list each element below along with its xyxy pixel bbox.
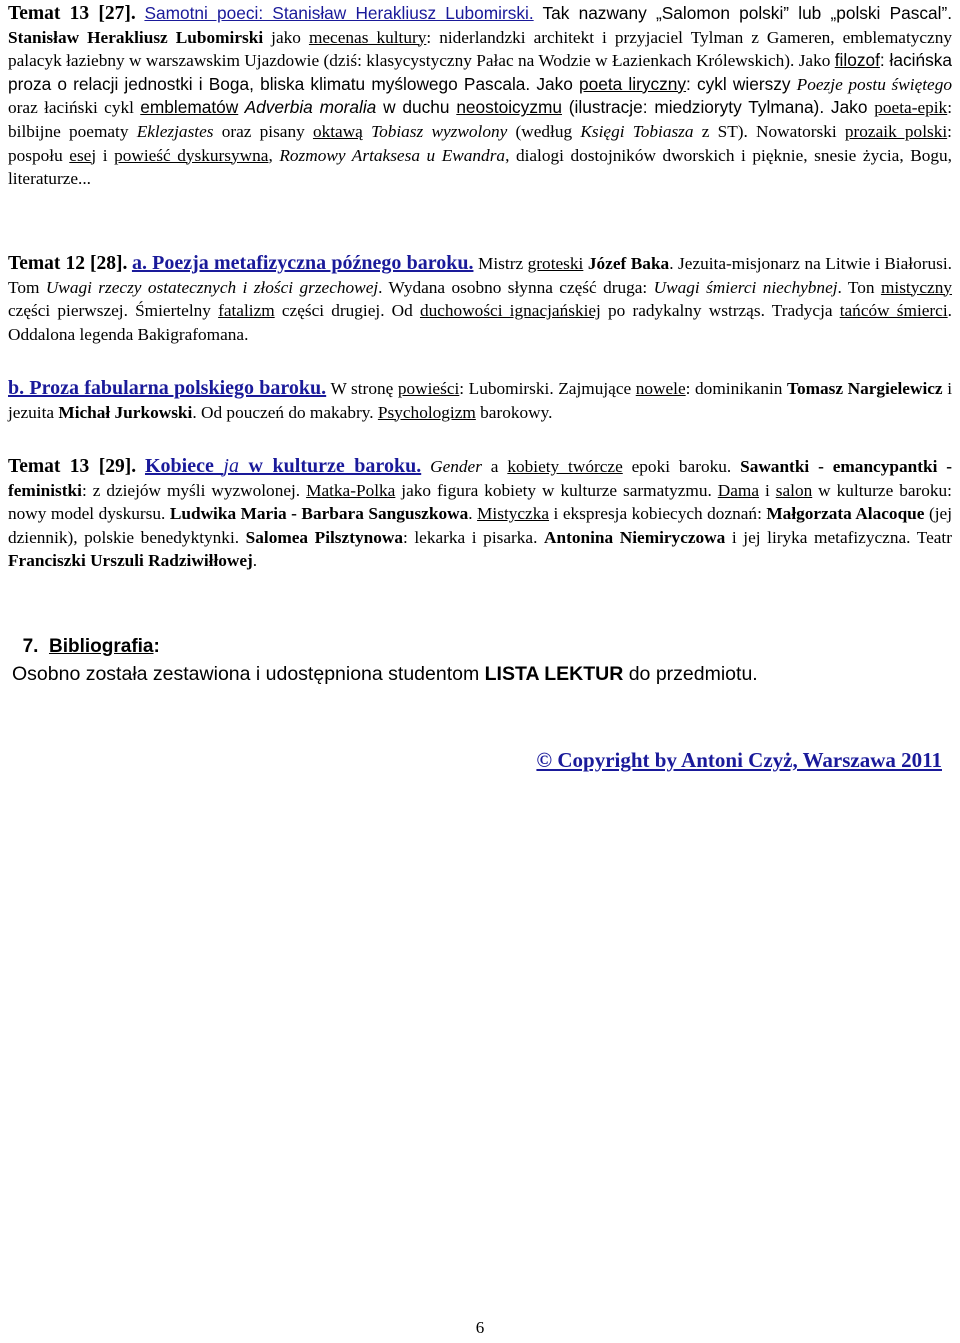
- bibliography-heading: 7. Bibliografia:: [22, 636, 160, 657]
- link-poeta-epik[interactable]: poeta-epik: [874, 98, 948, 118]
- link-kobiety-tworcze[interactable]: kobiety twórcze: [507, 457, 623, 476]
- topic-a-title-link[interactable]: a. Poezja metafizyczna późnego baroku.: [131, 252, 474, 274]
- topic-28b-paragraph: b. Proza fabularna polskiego baroku. W stronę powieści: Lubomirski. Zajmujące nowele: dominikanin Tomasz Nargielewicz i jezuita Michał Jurkowski. Od pouczeń do makabry. Psychologizm barokowy.: [8, 377, 952, 422]
- link-powiesc-dyskursywna[interactable]: powieść dyskursywna: [114, 145, 269, 165]
- work-title: Poezje postu świętego: [796, 74, 953, 94]
- link-neostoicyzmu[interactable]: neostoicyzmu: [456, 97, 562, 118]
- work-title: Księgi Tobiasza: [580, 121, 694, 141]
- work-title: Uwagi śmierci niechybnej: [653, 277, 838, 297]
- link-fatalizm[interactable]: fatalizm: [218, 301, 275, 321]
- link-mistyczny[interactable]: mistyczny: [880, 277, 952, 297]
- link-prozaik-polski[interactable]: prozaik polski: [844, 121, 948, 141]
- link-oktawa[interactable]: oktawą: [312, 121, 363, 141]
- work-title: Adverbia moralia: [244, 97, 377, 118]
- link-groteski[interactable]: groteski: [527, 254, 584, 273]
- link-dama[interactable]: Dama: [717, 480, 760, 500]
- topic-b-title-link[interactable]: b. Proza fabularna polskiego baroku.: [8, 377, 327, 399]
- topic-28-paragraph: Temat 12 [28]. a. Poezja metafizyczna późnego baroku. Mistrz groteski Józef Baka. Jezuita-misjonarz na Litwie i Białorusi. Tom Uwagi rzeczy ostatecznych i złości grzechowej. Wydana osobno słynna część druga: Uwagi śmierci niechybnej. Ton mistyczny części pierwszej. Śmiertelny fatalizm części drugiej. Od duchowości ignacjańskiej po radykalny wstrząs. Tradycja tańców śmierci. Oddalona legenda Bakigrafomana.: [8, 252, 952, 344]
- bold-phrase: Sawantki - emancypantki - feministki: [8, 457, 953, 500]
- topic-29-paragraph: Temat 13 [29]. Kobiece ja w kulturze baroku. Gender a kobiety twórcze epoki baroku. Sawantki - emancypantki - feministki: z dziejów myśli wyzwolonej. Matka-Polka jako figura kobiety w kulturze sarmatyzmu. Dama i salon w kulturze baroku: nowy model dyskursu. Ludwika Maria - Barbara Sanguszkowa. Mistyczka i ekspresja kobiecych doznań: Małgorzata Alacoque (jej dziennik), polskie benedyktynki. Salomea Pilsztynowa: lekarka i pisarka. Antonina Niemiryczowa i jej liryka metafizyczna. Teatr Franciszki Urszuli Radziwiłłowej.: [8, 455, 953, 571]
- person-name: Antonina Niemiryczowa: [544, 527, 726, 547]
- link-mecenas[interactable]: mecenas kultury: [308, 27, 427, 47]
- topic-label: Temat 13 [29].: [8, 456, 137, 477]
- link-salon[interactable]: salon: [775, 480, 813, 500]
- topic-title-link[interactable]: Kobiece ja w kulturze baroku.: [144, 455, 422, 477]
- link-matka-polka[interactable]: Matka-Polka: [306, 480, 396, 500]
- person-name: Tomasz Nargielewicz: [787, 379, 943, 398]
- page-number: 6: [475, 1318, 485, 1337]
- work-title: Eklezjastes: [136, 121, 214, 141]
- person-name: Ludwika Maria - Barbara Sanguszkowa: [169, 504, 469, 524]
- copyright-link[interactable]: © Copyright by Antoni Czyż, Warszawa 2011: [536, 748, 942, 772]
- person-name: Stanisław Herakliusz Lubomirski: [8, 27, 264, 47]
- person-name: Józef Baka: [587, 254, 670, 273]
- link-filozof[interactable]: filozof: [834, 50, 880, 71]
- topic-label: Temat 12 [28].: [8, 253, 128, 274]
- work-title: Uwagi rzeczy ostatecznych i złości grzechowej: [45, 277, 379, 297]
- work-title: Rozmowy Artaksesa u Ewandra: [279, 145, 506, 165]
- person-name: Salomea Pilsztynowa: [245, 527, 403, 547]
- link-emblematow[interactable]: emblematów: [140, 97, 239, 118]
- link-esej[interactable]: esej: [69, 145, 97, 165]
- person-name: Małgorzata Alacoque: [766, 504, 925, 524]
- bibliography-section: [12, 634, 758, 688]
- link-duchowosci[interactable]: duchowości ignacjańskiej: [419, 301, 601, 321]
- bibliography-note: Osobno została zestawiona i udostępniona studentom LISTA LEKTUR do przedmiotu.: [12, 663, 758, 685]
- topic-27-paragraph: Temat 13 [27]. Samotni poeci: Stanisław Herakliusz Lubomirski. Tak nazwany „Salomon polski” lub „polski Pascal”. Stanisław Herakliusz Lubomirski jako mecenas kultury: niderlandzki architekt i przyjaciel Tylman z Gameren, emblematyczny palacyk łaziebny w warszawskim Ujazdowie (dziś: klasycystyczny Pałac na Wodzie w Łazienkach Królewskich). Jako filozof: łacińska proza o relacji jednostki i Boga, bliska klimatu myślowego Pascala. Jako poeta liryczny: cykl wierszy Poezje postu świętego oraz łaciński cykl emblematów Adverbia moralia w duchu neostoicyzmu (ilustracje: miedzioryty Tylmana). Jako poeta-epik: bilbijne poematy Eklezjastes oraz pisany oktawą Tobiasz wyzwolony (według Księgi Tobiasza z ST). Nowatorski prozaik polski: pospołu esej i powieść dyskursywna, Rozmowy Artaksesa u Ewandra, dialogi dostojników dworskich i pięknie, snesie życia, Bogu, literaturze...: [8, 3, 953, 189]
- topic-label: Temat 13 [27].: [8, 3, 136, 24]
- link-poeta-liryczny[interactable]: poeta liryczny: [579, 73, 687, 94]
- term: Gender: [430, 457, 482, 476]
- link-psychologizm[interactable]: Psychologizm: [377, 402, 476, 422]
- work-title: Tobiasz wyzwolony: [371, 121, 508, 141]
- person-name: Franciszki Urszuli Radziwiłłowej: [8, 551, 253, 571]
- link-tancow-smierci[interactable]: tańców śmierci: [839, 301, 948, 321]
- link-powiesci[interactable]: powieści: [397, 379, 460, 398]
- link-mistyczka[interactable]: Mistyczka: [477, 504, 550, 524]
- link-bibliografia[interactable]: Bibliografia: [48, 636, 154, 657]
- person-name: Michał Jurkowski: [58, 402, 193, 422]
- link-nowele[interactable]: nowele: [635, 379, 686, 398]
- topic-title-link[interactable]: Samotni poeci: Stanisław Herakliusz Lubomirski.: [144, 3, 534, 23]
